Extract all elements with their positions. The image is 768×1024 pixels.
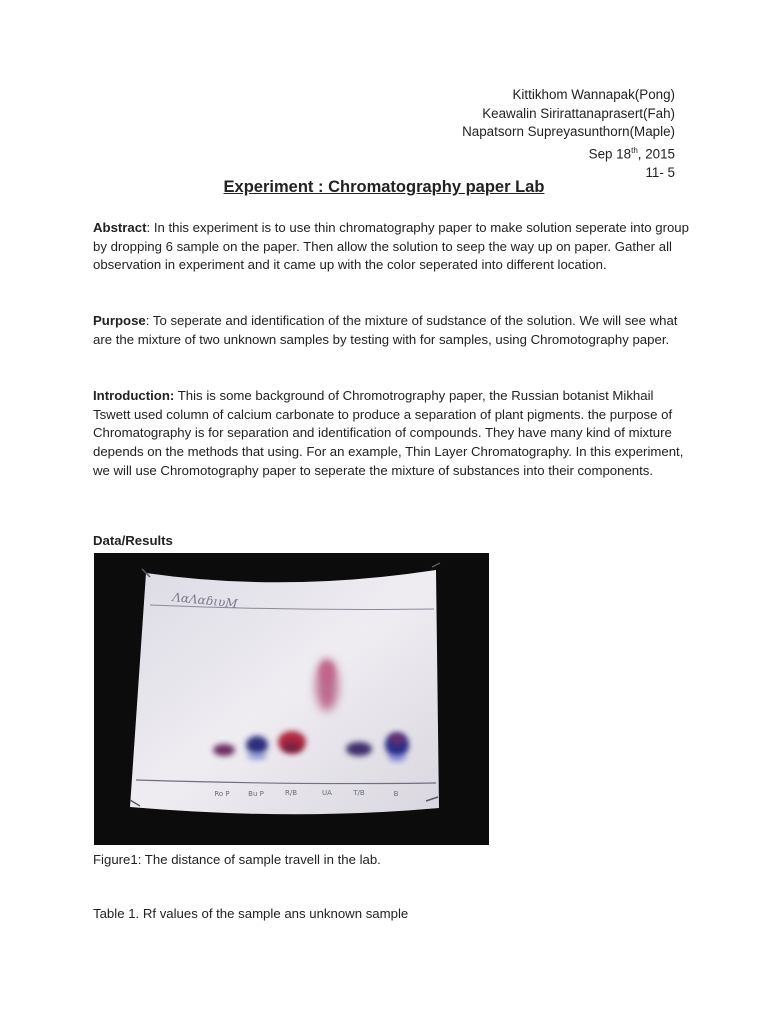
date-suffix: , 2015 [637, 146, 675, 162]
spot [282, 743, 302, 753]
document-title: Experiment : Chromatography paper Lab [223, 178, 545, 196]
purpose-label: Purpose [93, 313, 146, 328]
spot [247, 752, 267, 760]
lane-label: UA [322, 789, 332, 797]
chromatography-photo [94, 553, 489, 845]
date-line [462, 142, 675, 164]
results-heading: Data/Results [93, 533, 173, 548]
spot-lane-5 [346, 742, 372, 756]
introduction-paragraph [93, 387, 693, 481]
lane-label: T/B [353, 789, 365, 797]
abstract-label: Abstract [93, 220, 147, 235]
lane-label: R/B [284, 789, 298, 797]
abstract-text: : In this experiment is to use thin chromatography paper to make solution seperate into group by dropping 6 sample on the paper. Then allow the solution to seep the way up on paper. Gather all observation in experiment and it came up with the color seperated into different location. [93, 220, 689, 273]
figure-caption: Figure1: The distance of sample travell in the lab. [93, 852, 381, 867]
spot [346, 742, 372, 756]
spot-lane-2 [246, 736, 268, 760]
introduction-label: Introduction: [93, 388, 175, 403]
purpose-text: : To seperate and identification of the mixture of sudstance of the solution. We will see what are the mixture of two unknown samples by testing with for samples, using Chromotography paper. [93, 313, 678, 347]
spot [320, 661, 334, 681]
date-superscript: th [631, 145, 638, 155]
author-name: Napatsorn Supreyasunthorn(Maple) [462, 124, 675, 140]
introduction-text: This is some background of Chromotrography paper, the Russian botanist Mikhail Tswett used column of calcium carbonate to produce a separation of plant pigments. the purpose of Chromatography is for separation and identification of compounds. They have many kind of mixture depends on the methods that using. For an example, Thin Layer Chromatography. In this experiment, we will use Chromotography paper to seperate the mixture of substances into their components. [93, 388, 684, 478]
date-prefix: Sep 18 [588, 146, 632, 162]
lane-label: Bu P [248, 790, 264, 798]
author-block [462, 86, 675, 182]
spot-lane-3 [278, 731, 306, 753]
spot-lane-4 [316, 659, 338, 711]
spot [246, 736, 268, 754]
chromatography-paper [130, 570, 439, 814]
spot-lane-1 [213, 744, 235, 756]
author-name: Kittikhom Wannapak(Pong) [512, 87, 675, 102]
author-name: Keawalin Sirirattanaprasert(Fah) [482, 105, 675, 121]
lane-label: Ro P [214, 790, 230, 798]
class-line: 11- 5 [645, 164, 675, 180]
table-caption: Table 1. Rf values of the sample ans unknown sample [93, 906, 409, 921]
handwritten-label: ɅɑΛɑɓιυΜ [171, 590, 239, 611]
abstract-paragraph [93, 219, 693, 275]
spot-lane-6 [385, 733, 409, 762]
spot [213, 744, 235, 756]
spot [389, 733, 405, 745]
purpose-paragraph [93, 312, 693, 349]
chromatography-photo-svg [94, 553, 489, 845]
lane-label: B [393, 790, 399, 798]
spot [388, 754, 406, 762]
